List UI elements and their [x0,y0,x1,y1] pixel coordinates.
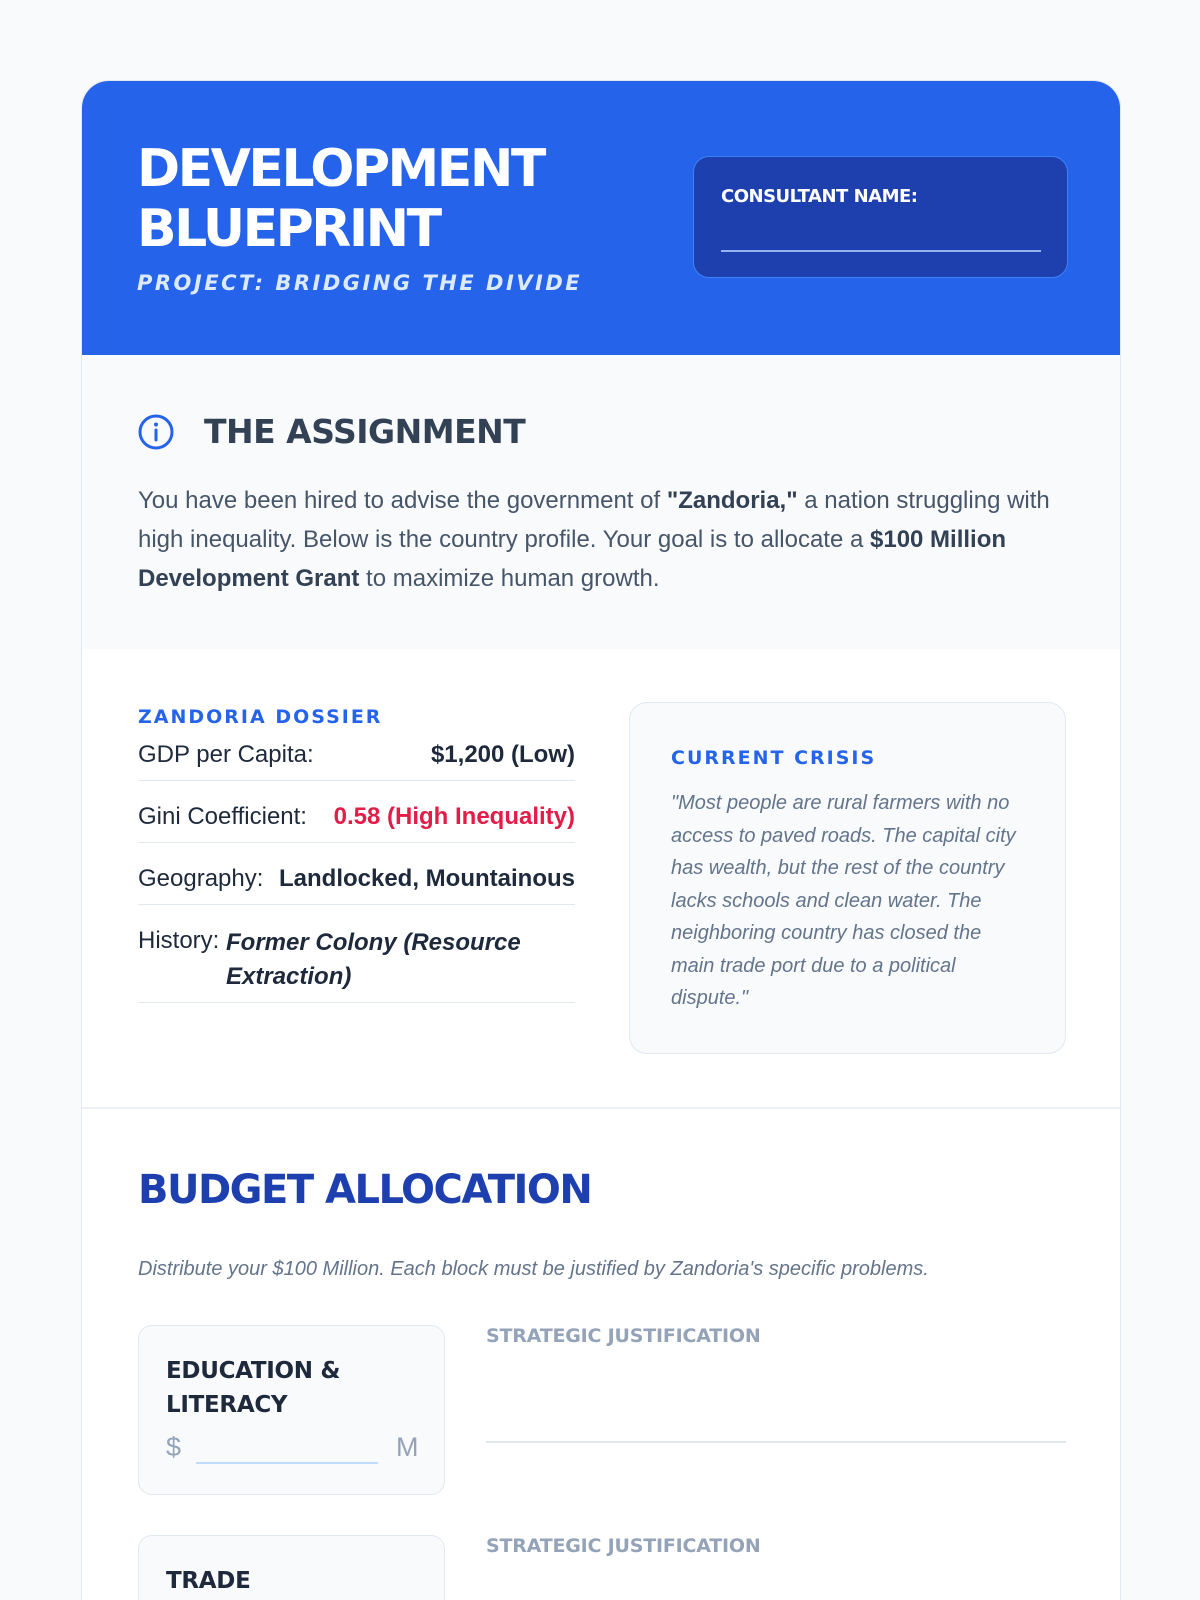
currency-symbol: $ [166,1432,182,1462]
unit-label: M [396,1432,419,1462]
dossier-row-geography [138,865,575,905]
dossier-key: Gini Coefficient: [138,803,307,830]
dossier-label: ZANDORIA DOSSIER [138,706,383,728]
dossier-value: 0.58 (High Inequality) [333,803,575,830]
consultant-name-box [693,156,1068,278]
section-divider [82,1107,1121,1109]
justification-label: STRATEGIC JUSTIFICATION [486,1325,761,1347]
dossier-row-gdp [138,741,575,781]
assignment-text-part: to maximize human growth. [359,565,660,592]
page-title [137,139,544,259]
title-line-2: BLUEPRINT [137,199,440,259]
dossier-row-history [138,927,575,1003]
assignment-heading: THE ASSIGNMENT [204,412,526,451]
allocation-block-trade [138,1535,445,1600]
consultant-name-label: CONSULTANT NAME: [721,186,918,207]
project-subtitle: PROJECT: BRIDGING THE DIVIDE [137,271,583,295]
dossier-row-gini [138,803,575,843]
assignment-text-grant: $100 Million Development Grant [138,526,1007,592]
assignment-description [138,481,1058,598]
assignment-text-part: You have been hired to advise the government of [138,487,667,514]
allocation-name: TRADE [166,1568,251,1594]
allocation-block-education [138,1325,445,1495]
dossier-key: History: [138,927,220,954]
crisis-quote: "Most people are rural farmers with no access to paved roads. The capital city has wealth, but the rest of the country lacks schools and clean water. The neighboring country has closed the main trade port due to a political dispute." [671,792,1016,1009]
assignment-text-country: "Zandoria," [666,487,798,514]
budget-heading: BUDGET ALLOCATION [138,1167,592,1213]
assignment-section [82,355,1121,649]
current-crisis-box [629,702,1066,1054]
dossier-key: Geography: [138,865,264,892]
justification-label: STRATEGIC JUSTIFICATION [486,1535,761,1557]
education-amount-input[interactable] [196,1428,378,1464]
consultant-name-field[interactable] [721,250,1041,252]
header-banner [82,81,1121,355]
dossier-value: $1,200 (Low) [430,741,575,768]
assignment-text-part: a nation struggling with high inequality. Below is the country profile. Your goal is to allocate a [138,487,1050,553]
education-justification-field[interactable] [486,1441,1066,1443]
dossier-key: GDP per Capita: [138,741,314,768]
worksheet-card [81,80,1121,1600]
dossier-value: Landlocked, Mountainous [278,865,575,892]
allocation-name: EDUCATION & LITERACY [166,1358,341,1418]
budget-instructions: Distribute your $100 Million. Each block must be justified by Zandoria's specific problems. [138,1258,929,1280]
info-icon [137,413,175,451]
crisis-label: CURRENT CRISIS [671,747,877,769]
title-line-1: DEVELOPMENT [137,139,544,199]
dossier-value: Former Colony (Resource Extraction) [226,929,521,990]
